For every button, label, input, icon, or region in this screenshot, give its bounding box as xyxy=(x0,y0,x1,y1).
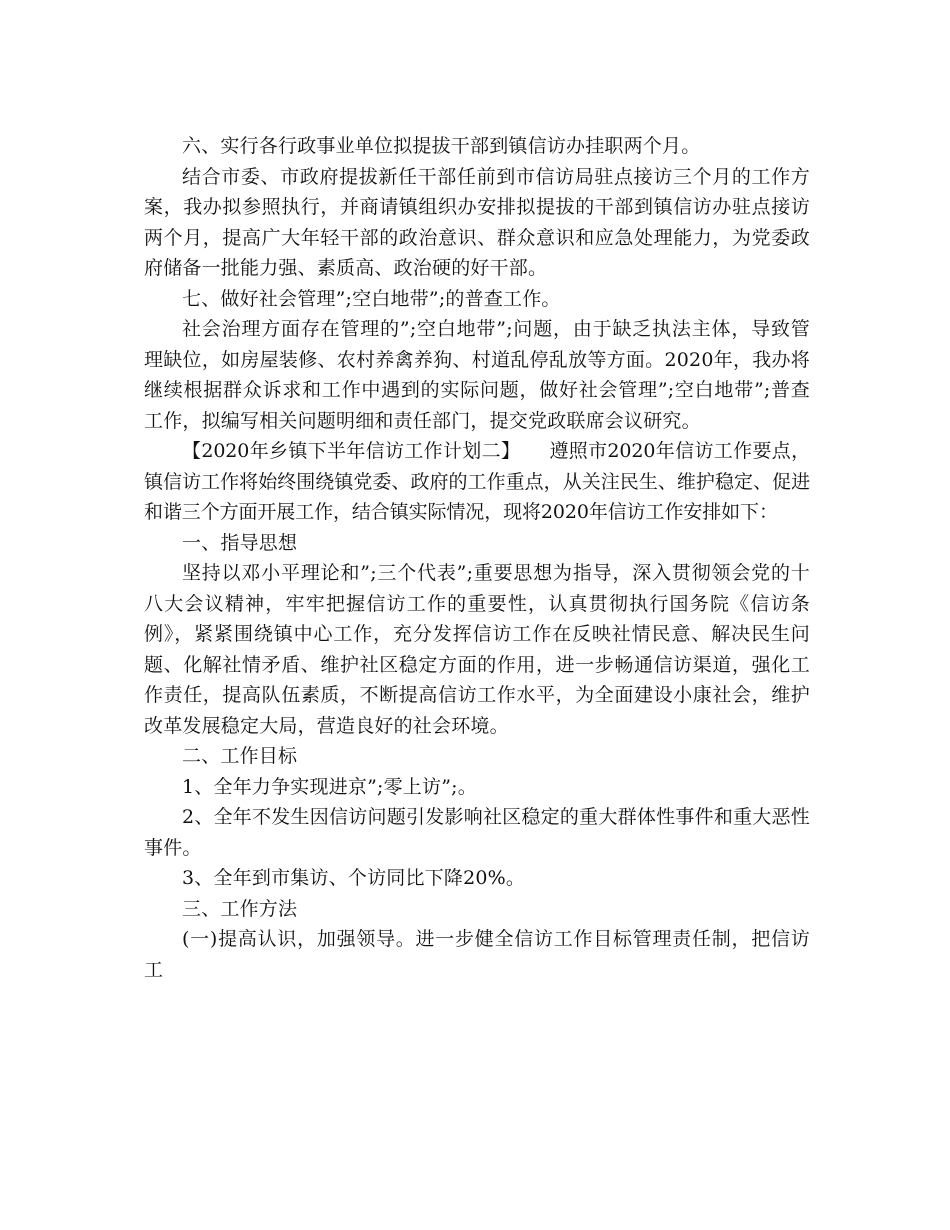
paragraph-six-content: 结合市委、市政府提拔新任干部任前到市信访局驻点接访三个月的工作方案，我办拟参照执行，并商请镇组织办安排拟提拔的干部到镇信访办驻点接访两个月，提高广大年轻干部的政治意识、群众意识和应急处理能力，为党委政府储备一批能力强、素质高、政治硬的好干部。 xyxy=(144,165,810,279)
goal-item-3: 3、全年到市集访、个访同比下降20%。 xyxy=(182,867,526,889)
heading-work-goals: 二、工作目标 xyxy=(182,745,298,767)
method-item-1: (一)提高认识，加强领导。进一步健全信访工作目标管理责任制，把信访工 xyxy=(144,928,810,981)
goal-item-2: 2、全年不发生因信访问题引发影响社区稳定的重大群体性事件和重大恶性事件。 xyxy=(144,806,810,859)
document-body xyxy=(144,131,810,985)
section-heading-seven: 七、做好社会管理”;空白地带”;的普查工作。 xyxy=(182,287,561,310)
paragraph-guiding-thought: 坚持以邓小平理论和”;三个代表”;重要思想为指导，深入贯彻领会党的十八大会议精神，牢牢把握信访工作的重要性，认真贯彻执行国务院《信访条例》，紧紧围绕镇中心工作，充分发挥信访工作在反映社情民意、解决民生问题、化解社情矛盾、维护社区稳定方面的作用，进一步畅通信访渠道，强化工作责任，提高队伍素质，不断提高信访工作水平，为全面建设小康社会，维护改革发展稳定大局，营造良好的社会环境。 xyxy=(144,562,810,737)
goal-item-1: 1、全年力争实现进京”;零上访”;。 xyxy=(182,775,477,798)
plan-two-intro: 【2020年乡镇下半年信访工作计划二】 遵照市2020年信访工作要点，镇信访工作将始终围绕镇党委、政府的工作重点，从关注民生、维护稳定、促进和谐三个方面开展工作，结合镇实际情况，现将2020年信访工作安排如下： xyxy=(144,440,810,523)
section-heading-six: 六、实行各行政事业单位拟提拔干部到镇信访办挂职两个月。 xyxy=(182,135,701,157)
paragraph-seven-content: 社会治理方面存在管理的”;空白地带”;问题，由于缺乏执法主体，导致管理缺位，如房屋装修、农村养禽养狗、村道乱停乱放等方面。2020年，我办将继续根据群众诉求和工作中遇到的实际问题，做好社会管理”;空白地带”;普查工作，拟编写相关问题明细和责任部门，提交党政联席会议研究。 xyxy=(144,318,810,432)
heading-guiding-thought: 一、指导思想 xyxy=(182,531,298,554)
heading-work-methods: 三、工作方法 xyxy=(182,897,298,920)
